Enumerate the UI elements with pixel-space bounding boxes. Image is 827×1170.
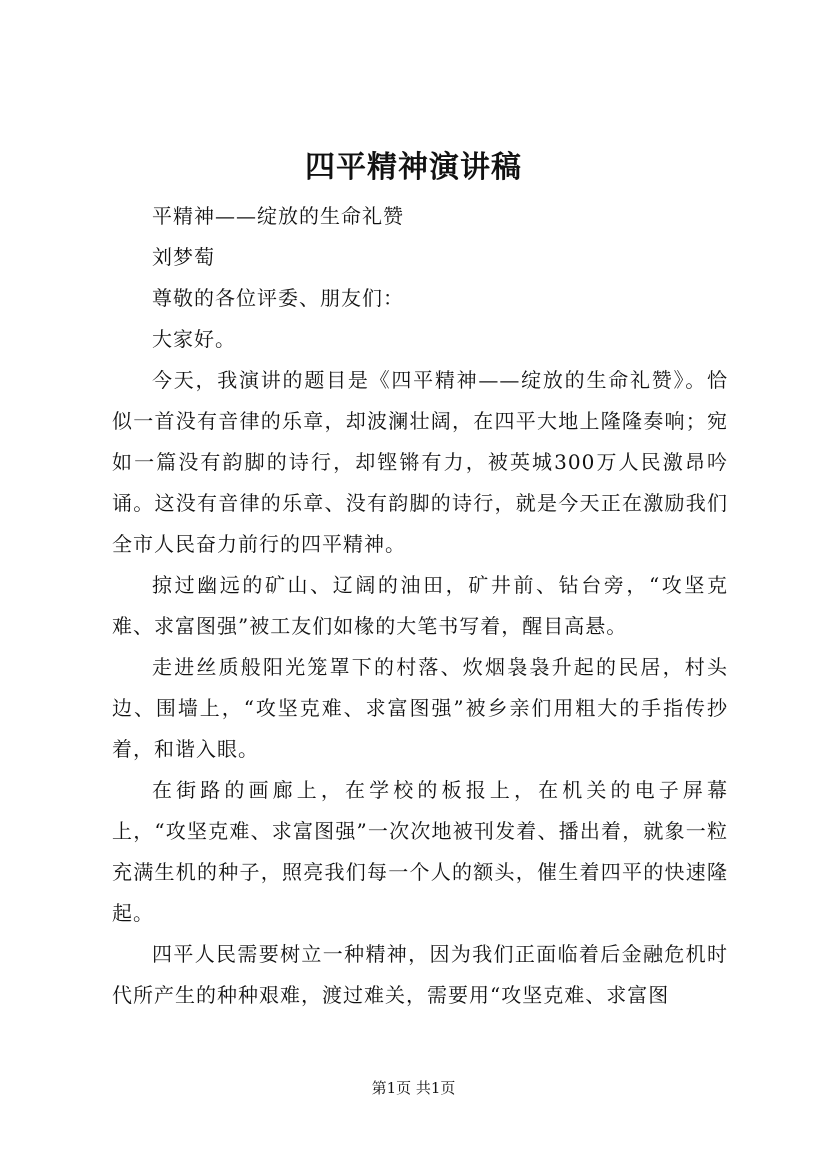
body-paragraph: 今天，我演讲的题目是《四平精神——绽放的生命礼赞》。恰似一首没有音律的乐章，却波澜壮阔，在四平大地上隆隆奏响；宛如一篇没有韵脚的诗行，却铿锵有力，被英城300万人民激昂吟诵。这没有音律的乐章、没有韵脚的诗行，就是今天正在激励我们全市人民奋力前行的四平精神。 — [112, 368, 728, 556]
greeting-paragraph: 大家好。 — [152, 327, 236, 351]
page-footer: 第1页 共1页 — [371, 1079, 456, 1097]
document-title: 四平精神演讲稿 — [305, 150, 522, 185]
body-paragraph: 四平人民需要树立一种精神，因为我们正面临着后金融危机时代所产生的种种艰难，渡过难关，需要用“攻坚克难、求富图 — [112, 942, 728, 1007]
author-paragraph: 刘梦萄 — [152, 245, 215, 269]
subtitle-paragraph: 平精神——绽放的生命礼赞 — [152, 204, 404, 228]
salutation-paragraph: 尊敬的各位评委、朋友们： — [152, 286, 404, 310]
body-paragraph: 走进丝质般阳光笼罩下的村落、炊烟袅袅升起的民居，村头边、围墙上，“攻坚克难、求富图强”被乡亲们用粗大的手指传抄着，和谐入眼。 — [112, 655, 728, 761]
body-paragraph: 掠过幽远的矿山、辽阔的油田，矿井前、钻台旁，“攻坚克难、求富图强”被工友们如椽的大笔书写着，醒目高悬。 — [112, 573, 728, 638]
body-paragraph: 在街路的画廊上，在学校的板报上，在机关的电子屏幕上，“攻坚克难、求富图强”一次次地被刊发着、播出着，就象一粒充满生机的种子，照亮我们每一个人的额头，催生着四平的快速隆起。 — [112, 778, 728, 925]
document-body — [112, 196, 728, 1016]
